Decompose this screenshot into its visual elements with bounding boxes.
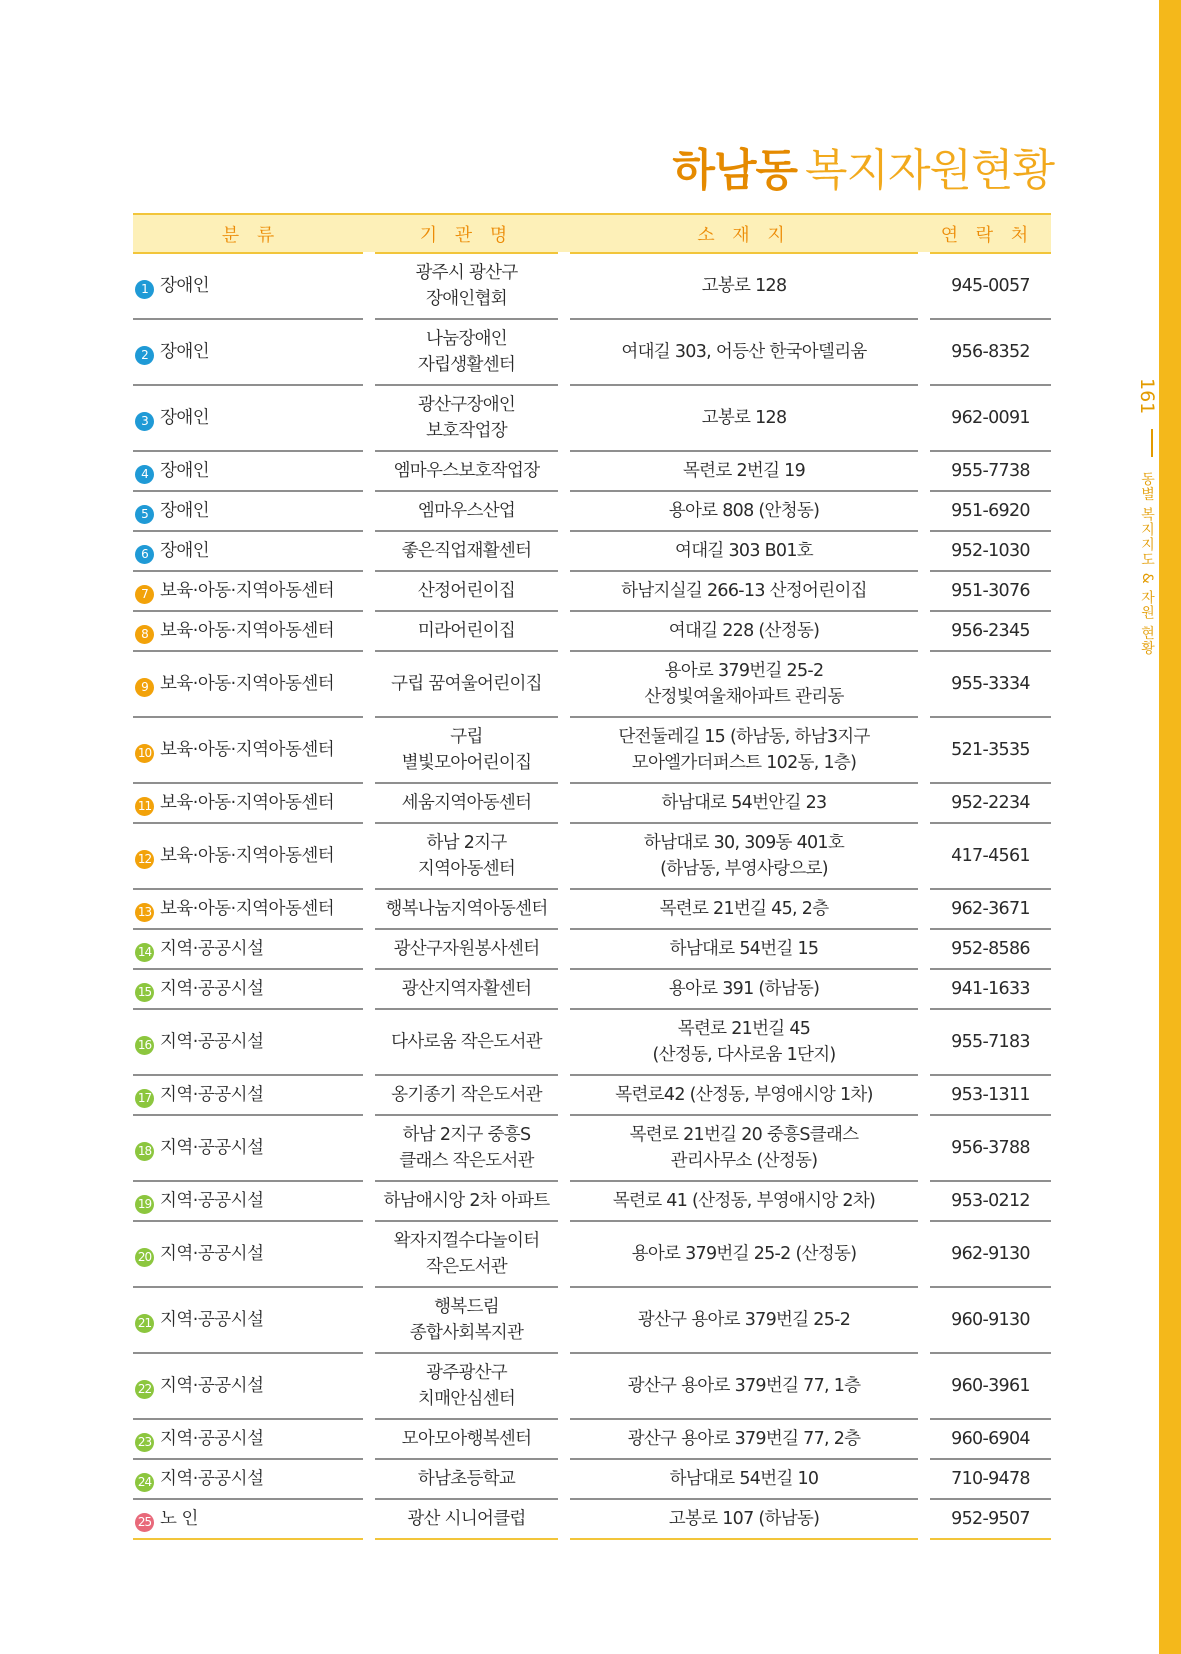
organization-name-line: 광주광산구 bbox=[425, 1363, 508, 1383]
category-cell bbox=[133, 823, 369, 889]
side-page-label bbox=[1138, 378, 1158, 656]
address-cell bbox=[564, 491, 924, 531]
row-number-badge: 15 bbox=[135, 983, 154, 1002]
table-row bbox=[133, 491, 1051, 531]
organization-cell bbox=[369, 1181, 564, 1221]
table-row bbox=[133, 823, 1051, 889]
page-title bbox=[672, 144, 1054, 198]
address-cell bbox=[564, 451, 924, 491]
address-line: 목련로 21번길 45, 2층 bbox=[659, 899, 829, 919]
organization-name-line: 엠마우스산업 bbox=[417, 501, 516, 521]
category-label: 장애인 bbox=[160, 541, 210, 561]
address-cell bbox=[564, 1115, 924, 1181]
header-name: 기 관 명 bbox=[369, 214, 564, 253]
category-cell bbox=[133, 1075, 369, 1115]
organization-name-line: 별빛모아어린이집 bbox=[401, 753, 532, 773]
organization-cell bbox=[369, 1115, 564, 1181]
category-cell bbox=[133, 969, 369, 1009]
row-number-badge: 6 bbox=[135, 545, 154, 564]
organization-cell bbox=[369, 1499, 564, 1539]
table-header-row bbox=[133, 214, 1051, 253]
category-label: 보육·아동·지역아동센터 bbox=[160, 899, 335, 919]
category-cell bbox=[133, 783, 369, 823]
row-number-badge: 19 bbox=[135, 1195, 154, 1214]
address-line: 용아로 808 (안청동) bbox=[668, 501, 820, 521]
header-address: 소 재 지 bbox=[564, 214, 924, 253]
organization-cell bbox=[369, 783, 564, 823]
organization-name-line: 행복나눔지역아동센터 bbox=[385, 899, 548, 919]
organization-cell bbox=[369, 1353, 564, 1419]
row-number-badge: 13 bbox=[135, 903, 154, 922]
organization-name-line: 미라어린이집 bbox=[417, 621, 516, 641]
phone-cell: 960-9130 bbox=[924, 1287, 1051, 1353]
address-line: 용아로 379번길 25-2 (산정동) bbox=[631, 1244, 857, 1264]
table-row bbox=[133, 1181, 1051, 1221]
organization-name-line: 다사로움 작은도서관 bbox=[391, 1032, 542, 1052]
category-label: 장애인 bbox=[160, 501, 210, 521]
category-cell bbox=[133, 651, 369, 717]
phone-cell: 955-7183 bbox=[924, 1009, 1051, 1075]
address-cell bbox=[564, 1499, 924, 1539]
organization-name-line: 행복드림 bbox=[434, 1297, 499, 1317]
table-body bbox=[133, 253, 1051, 1539]
address-line: 고봉로 128 bbox=[701, 276, 787, 296]
row-number-badge: 12 bbox=[135, 850, 154, 869]
phone-cell: 956-2345 bbox=[924, 611, 1051, 651]
table-row bbox=[133, 1075, 1051, 1115]
row-number-badge: 10 bbox=[135, 744, 154, 763]
category-label: 장애인 bbox=[160, 408, 210, 428]
phone-cell: 962-0091 bbox=[924, 385, 1051, 451]
row-number-badge: 18 bbox=[135, 1142, 154, 1161]
row-number-badge: 8 bbox=[135, 625, 154, 644]
category-label: 보육·아동·지역아동센터 bbox=[160, 674, 335, 694]
organization-name-line: 옹기종기 작은도서관 bbox=[391, 1085, 542, 1105]
organization-name-line: 모아모아행복센터 bbox=[401, 1429, 532, 1449]
table-row bbox=[133, 451, 1051, 491]
category-label: 지역·공공시설 bbox=[160, 1138, 264, 1158]
phone-cell: 951-3076 bbox=[924, 571, 1051, 611]
address-line: 여대길 303, 어등산 한국아델리움 bbox=[621, 342, 867, 362]
address-line: 하남지실길 266-13 산정어린이집 bbox=[621, 581, 867, 601]
phone-cell: 962-9130 bbox=[924, 1221, 1051, 1287]
title-subject: 복지자원현황 bbox=[804, 145, 1054, 196]
organization-cell bbox=[369, 611, 564, 651]
category-label: 지역·공공시설 bbox=[160, 1429, 264, 1449]
category-cell bbox=[133, 1419, 369, 1459]
category-cell bbox=[133, 611, 369, 651]
category-label: 지역·공공시설 bbox=[160, 1244, 264, 1264]
category-label: 보육·아동·지역아동센터 bbox=[160, 621, 335, 641]
category-cell bbox=[133, 253, 369, 319]
organization-cell bbox=[369, 1419, 564, 1459]
table-row bbox=[133, 1009, 1051, 1075]
row-number-badge: 7 bbox=[135, 585, 154, 604]
category-cell bbox=[133, 385, 369, 451]
organization-cell bbox=[369, 717, 564, 783]
category-label: 장애인 bbox=[160, 461, 210, 481]
organization-cell bbox=[369, 253, 564, 319]
page-number: 161 bbox=[1136, 378, 1158, 415]
header-phone: 연 락 처 bbox=[924, 214, 1051, 253]
address-cell bbox=[564, 1287, 924, 1353]
address-line: 하남대로 54번길 15 bbox=[669, 939, 819, 959]
table-row bbox=[133, 611, 1051, 651]
organization-name-line: 왁자지껄수다놀이터 bbox=[393, 1231, 540, 1251]
category-label: 지역·공공시설 bbox=[160, 1376, 264, 1396]
section-title: 동별 복지지도 & 자원 현황 bbox=[1139, 471, 1155, 656]
organization-name-line: 엠마우스보호작업장 bbox=[393, 461, 540, 481]
organization-name-line: 지역아동센터 bbox=[417, 859, 516, 879]
row-number-badge: 17 bbox=[135, 1089, 154, 1108]
category-label: 장애인 bbox=[160, 342, 210, 362]
table-row bbox=[133, 319, 1051, 385]
category-cell bbox=[133, 1221, 369, 1287]
category-label: 장애인 bbox=[160, 276, 210, 296]
row-number-badge: 16 bbox=[135, 1036, 154, 1055]
address-line: 목련로 41 (산정동, 부영애시앙 2차) bbox=[612, 1191, 876, 1211]
address-line: 여대길 228 (산정동) bbox=[668, 621, 820, 641]
address-line: 고봉로 107 (하남동) bbox=[668, 1509, 820, 1529]
organization-cell bbox=[369, 929, 564, 969]
organization-cell bbox=[369, 1009, 564, 1075]
organization-name-line: 나눔장애인 bbox=[425, 329, 508, 349]
row-number-badge: 1 bbox=[135, 280, 154, 299]
phone-cell: 960-3961 bbox=[924, 1353, 1051, 1419]
phone-cell: 953-1311 bbox=[924, 1075, 1051, 1115]
row-number-badge: 11 bbox=[135, 797, 154, 816]
table-row bbox=[133, 1459, 1051, 1499]
phone-cell: 945-0057 bbox=[924, 253, 1051, 319]
address-line: 여대길 303 B01호 bbox=[674, 541, 814, 561]
category-cell bbox=[133, 889, 369, 929]
phone-cell: 962-3671 bbox=[924, 889, 1051, 929]
organization-name-line: 하남애시앙 2차 아파트 bbox=[383, 1191, 550, 1211]
organization-name-line: 하남초등학교 bbox=[417, 1469, 516, 1489]
phone-cell: 960-6904 bbox=[924, 1419, 1051, 1459]
row-number-badge: 2 bbox=[135, 346, 154, 365]
organization-cell bbox=[369, 969, 564, 1009]
phone-cell: 941-1633 bbox=[924, 969, 1051, 1009]
organization-name-line: 작은도서관 bbox=[425, 1257, 508, 1277]
organization-name-line: 광산지역자활센터 bbox=[401, 979, 532, 999]
table-row bbox=[133, 717, 1051, 783]
category-label: 지역·공공시설 bbox=[160, 939, 264, 959]
address-line: 산정빛여울채아파트 관리동 bbox=[644, 687, 844, 707]
organization-name-line: 구립 bbox=[450, 727, 483, 747]
address-cell bbox=[564, 1459, 924, 1499]
table-row bbox=[133, 1499, 1051, 1539]
organization-name-line: 광주시 광산구 bbox=[415, 263, 518, 283]
table-row bbox=[133, 969, 1051, 1009]
category-cell bbox=[133, 1287, 369, 1353]
address-cell bbox=[564, 823, 924, 889]
organization-name-line: 클래스 작은도서관 bbox=[399, 1151, 534, 1171]
address-line: 광산구 용아로 379번길 77, 1층 bbox=[627, 1376, 861, 1396]
organization-cell bbox=[369, 651, 564, 717]
category-label: 지역·공공시설 bbox=[160, 1469, 264, 1489]
resource-table bbox=[133, 213, 1051, 1540]
address-line: 목련로 21번길 20 중흥S클래스 bbox=[629, 1125, 859, 1145]
address-line: (하남동, 부영사랑으로) bbox=[660, 859, 828, 879]
category-cell bbox=[133, 1459, 369, 1499]
phone-cell: 521-3535 bbox=[924, 717, 1051, 783]
address-cell bbox=[564, 1075, 924, 1115]
address-line: 용아로 379번길 25-2 bbox=[664, 661, 824, 681]
category-cell bbox=[133, 571, 369, 611]
organization-name-line: 광산 시니어클럽 bbox=[407, 1509, 526, 1529]
title-district: 하남동 bbox=[672, 145, 797, 196]
organization-name-line: 하남 2지구 중흥S bbox=[402, 1125, 531, 1145]
address-cell bbox=[564, 385, 924, 451]
address-cell bbox=[564, 929, 924, 969]
table-row bbox=[133, 1419, 1051, 1459]
address-cell bbox=[564, 1181, 924, 1221]
table-row bbox=[133, 651, 1051, 717]
table-row bbox=[133, 783, 1051, 823]
category-cell bbox=[133, 1499, 369, 1539]
organization-cell bbox=[369, 385, 564, 451]
table-row bbox=[133, 385, 1051, 451]
address-cell bbox=[564, 1419, 924, 1459]
category-cell bbox=[133, 929, 369, 969]
category-label: 보육·아동·지역아동센터 bbox=[160, 740, 335, 760]
row-number-badge: 9 bbox=[135, 678, 154, 697]
address-line: 하남대로 54번안길 23 bbox=[661, 793, 827, 813]
organization-cell bbox=[369, 531, 564, 571]
organization-cell bbox=[369, 823, 564, 889]
category-label: 지역·공공시설 bbox=[160, 1191, 264, 1211]
table-row bbox=[133, 929, 1051, 969]
address-line: 목련로 2번길 19 bbox=[682, 461, 806, 481]
table-row bbox=[133, 1287, 1051, 1353]
address-cell bbox=[564, 783, 924, 823]
row-number-badge: 23 bbox=[135, 1433, 154, 1452]
organization-cell bbox=[369, 319, 564, 385]
row-number-badge: 4 bbox=[135, 465, 154, 484]
phone-cell: 952-1030 bbox=[924, 531, 1051, 571]
category-cell bbox=[133, 531, 369, 571]
address-line: (산정동, 다사로움 1단지) bbox=[652, 1045, 836, 1065]
category-label: 지역·공공시설 bbox=[160, 1085, 264, 1105]
category-label: 보육·아동·지역아동센터 bbox=[160, 793, 335, 813]
category-cell bbox=[133, 1353, 369, 1419]
address-line: 목련로42 (산정동, 부영애시앙 1차) bbox=[615, 1085, 873, 1105]
address-cell bbox=[564, 889, 924, 929]
organization-cell bbox=[369, 889, 564, 929]
address-line: 용아로 391 (하남동) bbox=[668, 979, 820, 999]
address-cell bbox=[564, 717, 924, 783]
table-row bbox=[133, 531, 1051, 571]
address-line: 단전둘레길 15 (하남동, 하남3지구 bbox=[618, 727, 870, 747]
organization-name-line: 좋은직업재활센터 bbox=[401, 541, 532, 561]
table-row bbox=[133, 253, 1051, 319]
organization-name-line: 자립생활센터 bbox=[417, 355, 516, 375]
organization-cell bbox=[369, 491, 564, 531]
phone-cell: 956-8352 bbox=[924, 319, 1051, 385]
organization-cell bbox=[369, 451, 564, 491]
address-line: 하남대로 30, 309동 401호 bbox=[643, 833, 845, 853]
category-label: 지역·공공시설 bbox=[160, 1032, 264, 1052]
organization-name-line: 종합사회복지관 bbox=[409, 1323, 524, 1343]
address-cell bbox=[564, 611, 924, 651]
address-cell bbox=[564, 969, 924, 1009]
organization-name-line: 하남 2지구 bbox=[426, 833, 507, 853]
row-number-badge: 20 bbox=[135, 1248, 154, 1267]
address-cell bbox=[564, 1353, 924, 1419]
address-cell bbox=[564, 319, 924, 385]
row-number-badge: 24 bbox=[135, 1473, 154, 1492]
category-cell bbox=[133, 451, 369, 491]
category-label: 지역·공공시설 bbox=[160, 1310, 264, 1330]
table-row bbox=[133, 1115, 1051, 1181]
category-cell bbox=[133, 491, 369, 531]
table-row bbox=[133, 889, 1051, 929]
side-divider bbox=[1151, 429, 1153, 457]
row-number-badge: 22 bbox=[135, 1380, 154, 1399]
phone-cell: 955-7738 bbox=[924, 451, 1051, 491]
phone-cell: 956-3788 bbox=[924, 1115, 1051, 1181]
row-number-badge: 21 bbox=[135, 1314, 154, 1333]
organization-cell bbox=[369, 1459, 564, 1499]
side-tab-bar bbox=[1159, 0, 1181, 1654]
address-line: 광산구 용아로 379번길 77, 2층 bbox=[627, 1429, 861, 1449]
address-cell bbox=[564, 253, 924, 319]
organization-name-line: 장애인협회 bbox=[425, 289, 508, 309]
phone-cell: 952-2234 bbox=[924, 783, 1051, 823]
organization-cell bbox=[369, 1221, 564, 1287]
address-cell bbox=[564, 651, 924, 717]
phone-cell: 710-9478 bbox=[924, 1459, 1051, 1499]
row-number-badge: 3 bbox=[135, 412, 154, 431]
row-number-badge: 25 bbox=[135, 1513, 154, 1532]
phone-cell: 417-4561 bbox=[924, 823, 1051, 889]
category-label: 지역·공공시설 bbox=[160, 979, 264, 999]
organization-name-line: 보호작업장 bbox=[425, 421, 508, 441]
header-category: 분 류 bbox=[133, 214, 369, 253]
phone-cell: 955-3334 bbox=[924, 651, 1051, 717]
address-line: 하남대로 54번길 10 bbox=[669, 1469, 819, 1489]
address-cell bbox=[564, 1009, 924, 1075]
category-cell bbox=[133, 1009, 369, 1075]
table-row bbox=[133, 1353, 1051, 1419]
row-number-badge: 5 bbox=[135, 505, 154, 524]
organization-cell bbox=[369, 1075, 564, 1115]
phone-cell: 951-6920 bbox=[924, 491, 1051, 531]
organization-name-line: 광산구장애인 bbox=[417, 395, 516, 415]
address-line: 광산구 용아로 379번길 25-2 bbox=[637, 1310, 851, 1330]
address-line: 모아엘가더퍼스트 102동, 1층) bbox=[631, 753, 857, 773]
category-cell bbox=[133, 319, 369, 385]
category-cell bbox=[133, 1115, 369, 1181]
table-row bbox=[133, 571, 1051, 611]
organization-name-line: 구립 꿈여울어린이집 bbox=[391, 674, 542, 694]
table-row bbox=[133, 1221, 1051, 1287]
organization-name-line: 광산구자원봉사센터 bbox=[393, 939, 540, 959]
category-cell bbox=[133, 717, 369, 783]
organization-name-line: 산정어린이집 bbox=[417, 581, 516, 601]
organization-name-line: 세움지역아동센터 bbox=[401, 793, 532, 813]
address-cell bbox=[564, 1221, 924, 1287]
category-label: 보육·아동·지역아동센터 bbox=[160, 581, 335, 601]
category-label: 보육·아동·지역아동센터 bbox=[160, 846, 335, 866]
category-cell bbox=[133, 1181, 369, 1221]
phone-cell: 953-0212 bbox=[924, 1181, 1051, 1221]
organization-cell bbox=[369, 571, 564, 611]
address-cell bbox=[564, 571, 924, 611]
organization-name-line: 치매안심센터 bbox=[417, 1389, 516, 1409]
address-line: 고봉로 128 bbox=[701, 408, 787, 428]
organization-cell bbox=[369, 1287, 564, 1353]
row-number-badge: 14 bbox=[135, 943, 154, 962]
address-line: 관리사무소 (산정동) bbox=[670, 1151, 818, 1171]
phone-cell: 952-9507 bbox=[924, 1499, 1051, 1539]
address-line: 목련로 21번길 45 bbox=[677, 1019, 811, 1039]
category-label: 노 인 bbox=[160, 1509, 198, 1529]
phone-cell: 952-8586 bbox=[924, 929, 1051, 969]
address-cell bbox=[564, 531, 924, 571]
